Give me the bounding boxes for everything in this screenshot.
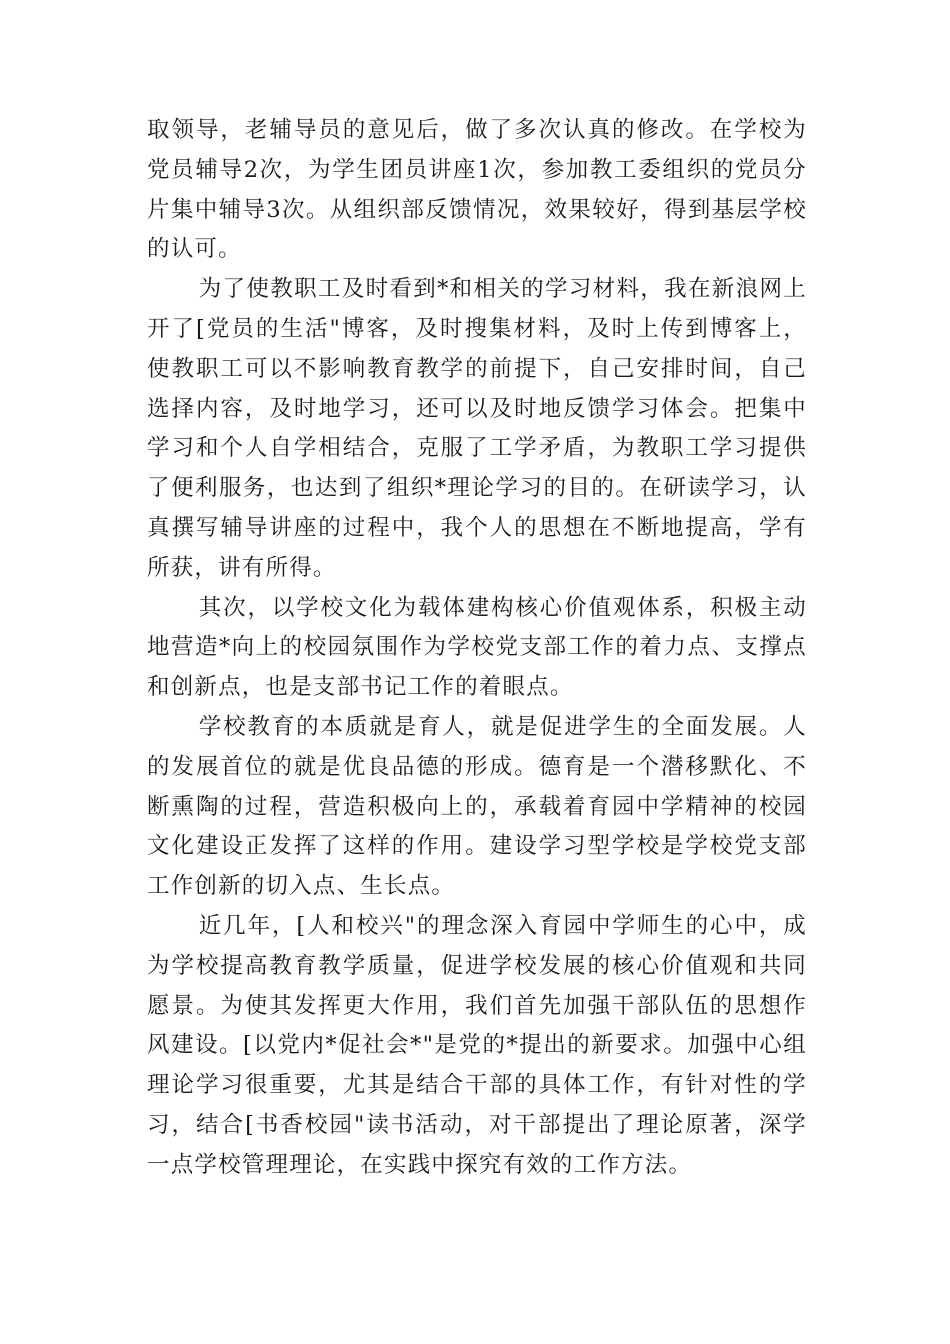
paragraph-3: 其次，以学校文化为载体建构核心价值观体系，积极主动地营造*向上的校园氛围作为学校党支部工作的着力点、支撑点和创新点，也是支部书记工作的着眼点。 [147,594,807,701]
paragraph-2: 为了使教职工及时看到*和相关的学习材料，我在新浪网上开了[党员的生活"博客，及时搜集材料，及时上传到博客上，使教职工可以不影响教育教学的前提下，自己安排时间，自己选择内容，及时地学习，还可以及时地反馈学习体会。把集中学习和个人自学相结合，克服了工学矛盾，为教职工学习提供了便利服务，也达到了组织*理论学习的目的。在研读学习，认真撰写辅导讲座的过程中，我个人的思想在不断地提高，学有所获，讲有所得。 [147,276,807,581]
paragraph-1: 取领导，老辅导员的意见后，做了多次认真的修改。在学校为党员辅导2次，为学生团员讲座1次，参加教工委组织的党员分片集中辅导3次。从组织部反馈情况，效果较好，得到基层学校的认可。 [147,117,807,263]
paragraph-4: 学校教育的本质就是育人，就是促进学生的全面发展。人的发展首位的就是优良品德的形成。德育是一个潜移默化、不断熏陶的过程，营造积极向上的，承载着育园中学精神的校园文化建设正发挥了这样的作用。建设学习型学校是学校党支部工作创新的切入点、生长点。 [147,713,807,900]
paragraph-5: 近几年，[人和校兴"的理念深入育园中学师生的心中，成为学校提高教育教学质量，促进学校发展的核心价值观和共同愿景。为使其发挥更大作用，我们首先加强干部队伍的思想作风建设。[以党内*促社会*"是党的*提出的新要求。加强中心组理论学习很重要，尤其是结合干部的具体工作，有针对性的学习，结合[书香校园"读书活动，对干部提出了理论原著，深学一点学校管理理论，在实践中探究有效的工作方法。 [147,912,807,1178]
document-body [147,111,807,1186]
